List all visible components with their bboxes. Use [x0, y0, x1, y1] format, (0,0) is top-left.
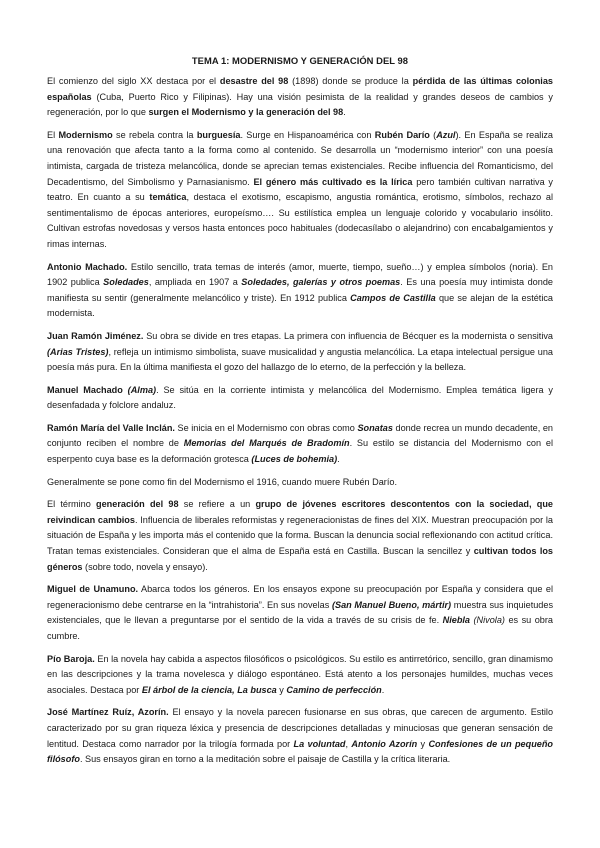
paragraph-text: El ensayo y la novela parecen fusionarse en sus obras, que carecen de argumento. Estilo caracterizado por su gran riqueza léxica y presencia de descripciones detalladas y minuciosas que generan sensación de lentitud. Destaca como narrador por la trilogía formada por	[47, 707, 554, 749]
paragraph-text: (Cuba, Puerto Rico y Filipinas). Hay una visión pesimista de la realidad y grandes deseos de cambios y regeneración, por lo que	[47, 91, 553, 118]
emphasis-text: Modernismo	[58, 129, 113, 140]
paragraph-text: ,	[345, 738, 352, 749]
emphasis-text: surgen el Modernismo y la generación del 98	[148, 107, 344, 118]
emphasis-title: (Luces de bohemia)	[251, 454, 338, 465]
emphasis-text: Pío Baroja.	[47, 653, 95, 664]
emphasis-title: (Nivola)	[473, 615, 505, 626]
document-body	[47, 74, 553, 768]
emphasis-title: (San Manuel Bueno, mártir)	[331, 599, 452, 610]
emphasis-text: Antonio Machado.	[47, 261, 128, 272]
paragraph-text: . Sus ensayos giran en torno a la meditación sobre el paisaje de Castilla y la crítica literaria.	[79, 754, 451, 765]
emphasis-text: cultivan todos los géneros	[47, 546, 553, 572]
emphasis-title: Niebla	[442, 615, 471, 626]
emphasis-text: pérdida de las últimas colonias españolas	[47, 76, 553, 102]
paragraph-juan-ramon-jimenez	[47, 329, 553, 376]
paragraph-text: se refiere a un	[178, 499, 256, 510]
paragraph-azorin	[47, 705, 553, 767]
emphasis-title: (Alma)	[127, 384, 157, 395]
paragraph-text: , refleja un intimismo simbolista, suave musicalidad y angustia melancólica. La etapa intelectual persigue una poesía más pura. En la última manifiesta el gozo del hallazgo de lo eterno, de la perfección y la belleza.	[47, 346, 553, 373]
paragraph-text: . Se sitúa en la corriente intimista y melancólica del Modernismo. Emplea temática ligera y desenfadada y folclore andaluz.	[47, 384, 553, 411]
paragraph-text: y	[276, 684, 287, 695]
paragraph-text: , destaca el exotismo, escapismo, angustia romántica, erotismo, símbolos, rechazo al sentimentalismo de épocas anteriores, europeísmo…. Su estilística emplea un lenguaje colorido y vocabulario insólito. Cultivan estrofas novedosas y versos hasta entonces poco habituales (dodecasílabo o alejandrino) con encabalgamientos y rimas internas.	[47, 192, 553, 249]
paragraph-text: .	[381, 684, 385, 695]
emphasis-title: Antonio Azorín	[351, 738, 418, 749]
emphasis-title: Soledades	[103, 277, 149, 288]
paragraph-antonio-machado	[47, 260, 553, 322]
paragraph-text: El término	[47, 499, 97, 510]
paragraph-text: donde recrea un mundo decadente, en conjunto reciben el nombre de	[47, 422, 553, 449]
emphasis-title: Camino de perfección	[286, 684, 382, 695]
paragraph-text: Abarca todos los géneros. En los ensayos expone su preocupación por España y considera que el regeneracionismo debe centrarse en la “intrahistoria”. En sus novelas	[47, 584, 553, 610]
paragraph-text: (	[429, 129, 437, 140]
emphasis-text: José Martínez Ruíz, Azorín.	[47, 707, 169, 718]
paragraph-text: pero también cultivan narrativa y teatro. En cuanto a su	[47, 176, 553, 203]
emphasis-text: temática	[149, 192, 187, 203]
emphasis-text: Manuel Machado	[47, 384, 123, 395]
emphasis-text: Juan Ramón Jiménez.	[47, 330, 144, 341]
document-title: TEMA 1: MODERNISMO Y GENERACIÓN DEL 98	[191, 55, 409, 66]
paragraph-intro	[47, 74, 553, 121]
paragraph-text: Generalmente se pone como fin del Modernismo el 1916, cuando muere Rubén Darío.	[47, 476, 397, 487]
paragraph-fin-modernismo	[47, 475, 553, 491]
emphasis-text: grupo de jóvenes escritores descontentos con la sociedad, que reivindican cambios	[47, 499, 553, 525]
emphasis-text: desastre del 98	[219, 76, 289, 86]
emphasis-text: Miguel de Unamuno.	[47, 584, 139, 595]
emphasis-title: (Arias Tristes)	[47, 346, 109, 357]
paragraph-manuel-machado	[47, 383, 553, 414]
paragraph-text: . Su estilo se distancia del Modernismo con el esperpento cuya base es la deformación grotesca	[47, 438, 554, 465]
emphasis-text: Ramón María del Valle Inclán.	[47, 422, 175, 433]
paragraph-text: y	[417, 738, 429, 749]
paragraph-text: muestra sus inquietudes existenciales, que le llevan a preguntarse por el sentido de la vida a través de su crisis de fe.	[47, 599, 554, 626]
emphasis-title: Memorias del Marqués de Bradomín	[183, 438, 350, 449]
paragraph-baroja	[47, 652, 553, 699]
paragraph-text: Su obra se divide en tres etapas. La primera con influencia de Bécquer es la modernista o sensitiva	[143, 330, 553, 341]
paragraph-text: En la novela hay cabida a aspectos filosóficos o psicológicos. Su estilo es antirretórico, sencillo, gran dinamismo en las descripciones y la trama novelesca y diálogo espontáneo. Está atento a los personajes humildes, muchas veces asociales. Destaca por	[47, 653, 553, 695]
paragraph-modernismo	[47, 128, 553, 253]
paragraph-generacion-98	[47, 497, 553, 575]
paragraph-text: , ampliada en 1907 a	[148, 277, 242, 288]
paragraph-unamuno	[47, 582, 553, 644]
paragraph-text: Estilo sencillo, trata temas de interés (amor, muerte, tiempo, sueño…) y emplea símbolos (noria). En 1902 publica	[47, 261, 553, 288]
emphasis-title: El árbol de la ciencia, La busca	[141, 684, 277, 695]
paragraph-text: El comienzo del siglo XX destaca por el	[47, 76, 220, 86]
emphasis-title: Sonatas	[357, 422, 393, 433]
paragraph-text: Se inicia en el Modernismo con obras como	[174, 422, 358, 433]
emphasis-title: Confesiones de un pequeño filósofo	[47, 738, 554, 765]
paragraph-text: (1898) donde se produce la	[288, 76, 413, 86]
paragraph-text: El	[47, 129, 59, 140]
paragraph-text: se rebela contra la	[112, 129, 197, 140]
emphasis-title: La voluntad	[293, 738, 346, 749]
paragraph-valle-inclan	[47, 421, 553, 468]
emphasis-title: Soledades, galerías y otros poemas	[241, 277, 401, 288]
paragraph-text: . Surge en Hispanoamérica con	[240, 129, 375, 140]
paragraph-text: .	[343, 107, 346, 118]
paragraph-text: es su obra cumbre.	[47, 615, 553, 641]
paragraph-text: (sobre todo, novela y ensayo).	[82, 561, 208, 572]
paragraph-text: .	[337, 454, 340, 465]
emphasis-title: Azul	[436, 129, 456, 140]
emphasis-text: generación del 98	[96, 499, 179, 510]
paragraph-text: . Influencia de liberales reformistas y regeneracionistas de fines del XIX. Muestran preocupación por la situación de España y les importa más el contenido que la forma. Buscan la denuncia social reflexionando con actitud crítica. Tratan temas existenciales. Consideran que el alma de España está en Castilla. Buscan la sencillez y	[47, 514, 553, 557]
paragraph-text: ). En España se realiza una renovación que afecta tanto a la forma como al contenido. Se desarrolla un “modernismo interior” con una poesía intimista, cargada de tristeza melancólica, donde se aprecian temas existenciales. Recibe influencia del Romanticismo, del Decadentismo, del Simbolismo y Parnasianismo.	[47, 129, 553, 187]
emphasis-text: El género más cultivado es la lírica	[253, 176, 413, 187]
emphasis-text: burguesía	[196, 129, 241, 140]
emphasis-title: Campos de Castilla	[350, 292, 436, 303]
paragraph-text: . Es una poesía muy intimista donde manifiesta su sentir (generalmente melancólico y triste). En 1912 publica	[47, 277, 553, 303]
emphasis-text: Rubén Darío	[374, 129, 430, 140]
paragraph-text: que se alejan de la estética modernista.	[47, 292, 554, 319]
